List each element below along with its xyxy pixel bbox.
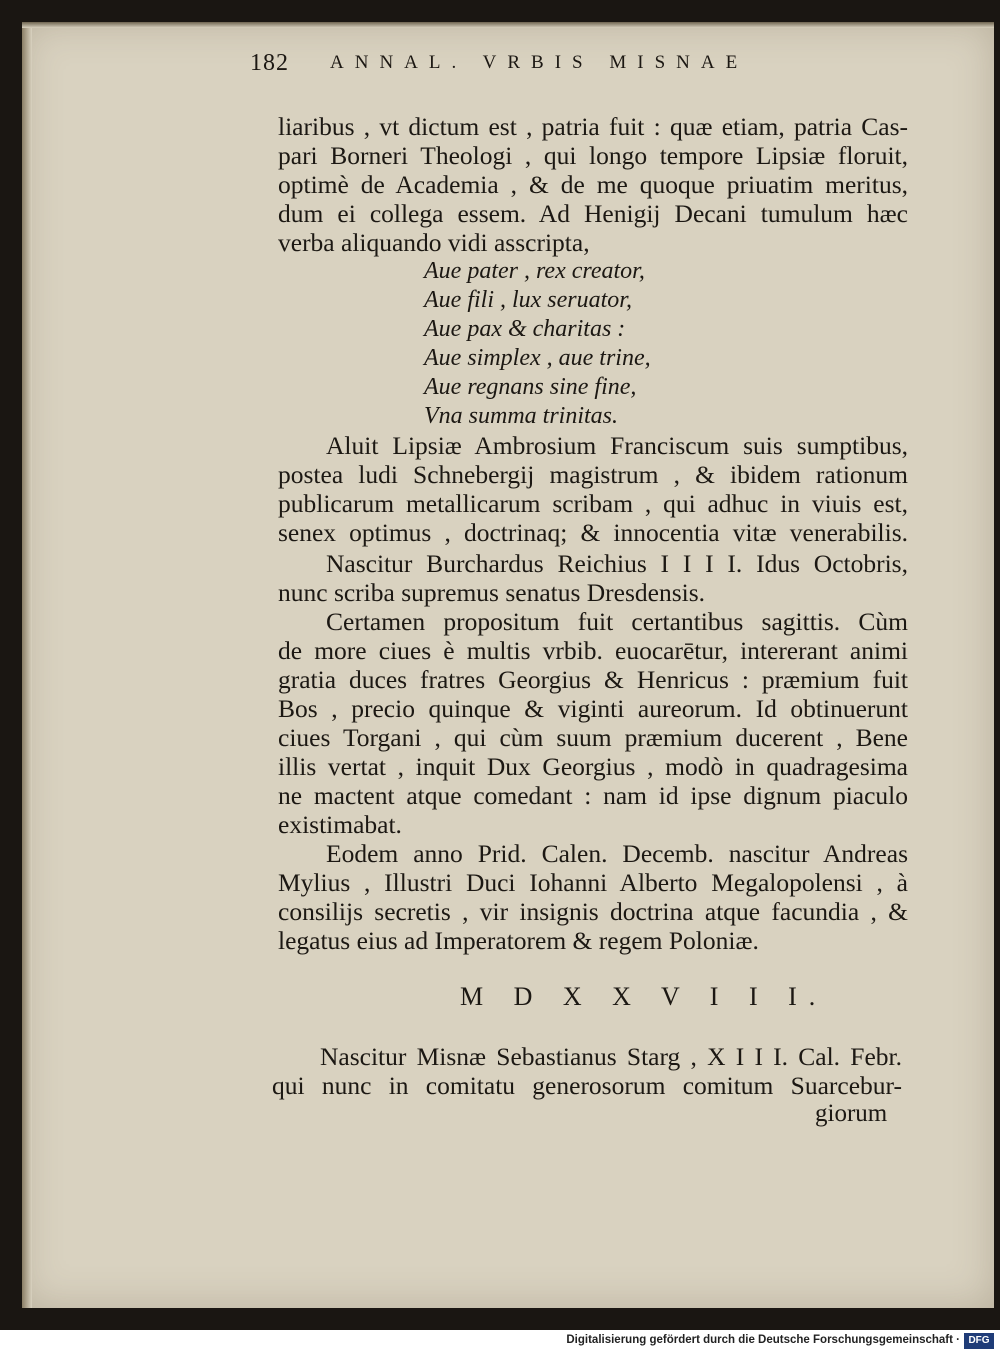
- page-top-shadow: [22, 22, 994, 28]
- text-line: verba aliquando vidi asscripta,: [278, 228, 590, 257]
- digitization-footer: [0, 1332, 1000, 1351]
- text-line: Certamen propositum fuit certantibus sagittis. Cùm: [326, 607, 908, 636]
- text-line: de more ciues è multis vrbib. euocarētur, intererant animi: [278, 636, 908, 665]
- text-line: Nascitur Burchardus Reichius I I I I. Idus Octobris,: [326, 549, 908, 578]
- verse-line: Vna summa trinitas.: [424, 403, 619, 429]
- text-line: postea ludi Schnebergij magistrum , & ibidem rationum: [278, 460, 908, 489]
- text-line: existimabat.: [278, 810, 402, 839]
- page-number: 182: [250, 50, 289, 76]
- verse-line: Aue fili , lux seruator,: [424, 287, 632, 313]
- verse-line: Aue pax & charitas :: [424, 316, 626, 342]
- text-line: senex optimus , doctrinaq; & innocentia vitæ venerabilis.: [278, 518, 908, 547]
- text-line: ne mactent atque comedant : nam id ipse dignum piaculo: [278, 781, 908, 810]
- running-head: ANNAL. VRBIS MISNAE: [330, 52, 749, 73]
- text-line: Mylius , Illustri Duci Iohanni Alberto Megalopolensi , à: [278, 868, 908, 897]
- page-gutter-shadow: [22, 22, 32, 1308]
- text-line: legatus eius ad Imperatorem & regem Poloniæ.: [278, 926, 759, 955]
- text-line: gratia duces fratres Georgius & Henricus : præmium fuit: [278, 665, 908, 694]
- text-line: Bos , precio quinque & viginti aureorum. Id obtinuerunt: [278, 694, 908, 723]
- text-line: publicarum metallicarum scribam , qui adhuc in viuis est,: [278, 489, 908, 518]
- text-line: Aluit Lipsiæ Ambrosium Franciscum suis sumptibus,: [326, 431, 908, 460]
- text-line: pari Borneri Theologi , qui longo tempore Lipsiæ floruit,: [278, 141, 908, 170]
- text-line: dum ei collega essem. Ad Henigij Decani tumulum hæc: [278, 199, 908, 228]
- text-line: ciues Torgani , qui cùm suum præmium ducerent , Bene: [278, 723, 908, 752]
- verse-line: Aue regnans sine fine,: [424, 374, 637, 400]
- text-line: qui nunc in comitatu generosorum comitum Suarcebur-: [272, 1071, 902, 1100]
- text-line: liaribus , vt dictum est , patria fuit : quæ etiam, patria Cas-: [278, 112, 908, 141]
- text-line: consilijs secretis , vir insignis doctrina atque facundia , &: [278, 897, 908, 926]
- verse-line: Aue pater , rex creator,: [424, 258, 645, 284]
- page-header: [250, 50, 910, 80]
- text-line: nunc scriba supremus senatus Dresdensis.: [278, 578, 706, 607]
- catchword: giorum: [815, 1100, 888, 1127]
- footer-credit: Digitalisierung gefördert durch die Deutsche Forschungsgemeinschaft ·: [566, 1334, 960, 1346]
- year-heading: M D X X V I I I.: [460, 982, 828, 1011]
- text-line: optimè de Academia , & de me quoque priuatim meritus,: [278, 170, 908, 199]
- text-line: Eodem anno Prid. Calen. Decemb. nascitur Andreas: [326, 839, 908, 868]
- text-line: illis vertat , inquit Dux Georgius , modò in quadragesima: [278, 752, 908, 781]
- text-line: Nascitur Misnæ Sebastianus Starg , X I I I. Cal. Febr.: [320, 1042, 902, 1071]
- dfg-logo[interactable]: DFG: [964, 1333, 994, 1349]
- verse-line: Aue simplex , aue trine,: [424, 345, 651, 371]
